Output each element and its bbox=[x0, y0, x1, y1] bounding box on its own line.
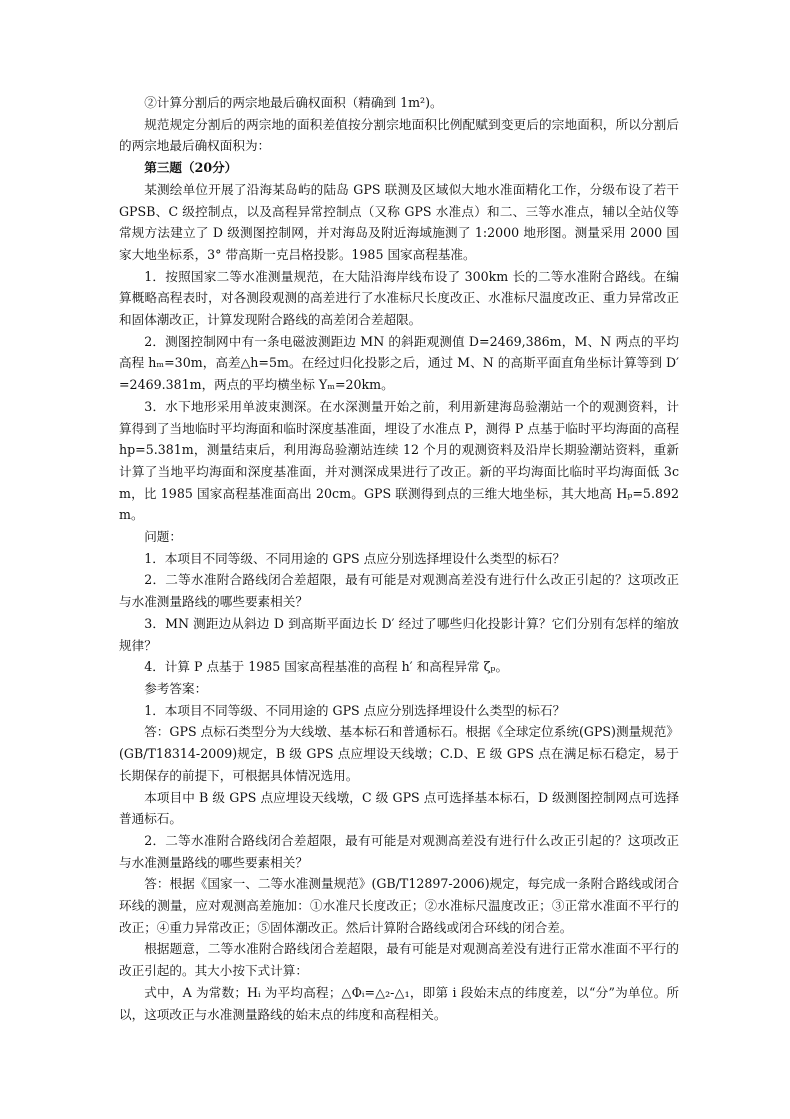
paragraph-condition-1: 1．按照国家二等水准测量规范，在大陆沿海岸线布设了 300km 长的二等水准附合路线。在编算概略高程表时，对各测段观测的高差进行了水准标尺长度改正、水准标尺温度改正、重力异常改正和固体潮改正，计算发现附合路线的高差闭合差超限。 bbox=[119, 268, 679, 328]
question-2: 2．二等水准附合路线闭合差超限，最有可能是对观测高差没有进行什么改正引起的？这项改正与水准测量路线的哪些要素相关？ bbox=[119, 572, 679, 610]
paragraph-condition-3: 3．水下地形采用单波束测深。在水深测量开始之前，利用新建海岛验潮站一个的观测资料，计算得到了当地临时平均海面和临时深度基准面，埋设了水准点 P，测得 P 点基于临时平均海面的高程 hp=5.381m，测量结束后，利用海岛验潮站连续 12 个月的观测资料及沿岸长期验潮站资料，重新计算了当地平均海面和深度基准面，并对测深成果进行了改正。新的平均海面比临时平均海面低 3cm，比 1985 国家高程基准面高出 20cm。GPS 联测得到点的三维大地坐标，其大地高 Hₚ=5.892m。 bbox=[119, 398, 679, 523]
paragraph-project-intro: 某测绘单位开展了沿海某岛屿的陆岛 GPS 联测及区域似大地水准面精化工作，分级布设了若干 GPSB、C 级控制点，以及高程异常控制点（又称 GPS 水准点）和二、三等水准点，辅以全站仪等常规方法建立了 D 级测图控制网，并对海岛及附近海域施测了 1:2000 地形图。测量采用 2000 国家大地坐标系，3° 带高斯一克吕格投影。1985 国家高程基准。 bbox=[119, 181, 679, 262]
document-body bbox=[119, 92, 679, 1025]
question-1: 1．本项目不同等级、不同用途的 GPS 点应分别选择埋设什么类型的标石？ bbox=[144, 550, 566, 566]
section-heading-question-3: 第三题（20分） bbox=[144, 160, 238, 176]
questions-heading: 问题： bbox=[144, 529, 182, 545]
question-4: 4．计算 P 点基于 1985 国家高程基准的高程 h′ 和高程异常 ζₚ。 bbox=[144, 659, 509, 675]
answer-1-conclusion: 本项目中 B 级 GPS 点应埋设天线墩，C 级 GPS 点可选择基本标石，D 级测图控制网点可选择普通标石。 bbox=[119, 789, 679, 827]
answer-1-text: 答：GPS 点标石类型分为大线墩、基本标石和普通标石。根据《全球定位系统(GPS)测量规范》(GB/T18314-2009)规定，B 级 GPS 点应埋设天线墩；C.D、E 级 GPS 点在满足标石稳定，易于长期保存的前提下，可根据具体情况选用。 bbox=[119, 724, 679, 783]
paragraph-area-calc-item: ②计算分割后的两宗地最后确权面积（精确到 1m²)。 bbox=[144, 95, 443, 110]
answer-1-question: 1．本项目不同等级、不同用途的 GPS 点应分别选择埋设什么类型的标石？ bbox=[144, 702, 566, 718]
answer-2-analysis: 根据题意，二等水准附合路线闭合差超限，最有可能是对观测高差没有进行正常水准面不平行的改正引起的。其大小按下式计算： bbox=[119, 941, 679, 979]
paragraph-condition-2: 2．测图控制网中有一条电磁波测距边 MN 的斜距观测值 D=2469,386m，M、N 两点的平均高程 hₘ=30m，高差△h=5m。在经过归化投影之后，通过 M、N 的高斯平面直角坐标计算等到 D′=2469.381m，两点的平均横坐标 Yₘ=20km。 bbox=[119, 333, 679, 393]
paragraph-area-rule: 规范规定分割后的两宗地的面积差值按分割宗地面积比例配赋到变更后的宗地面积，所以分割后的两宗地最后确权面积为： bbox=[119, 116, 679, 154]
answer-2-text: 答：根据《国家一、二等水准测量规范》(GB/T12897-2006)规定，每完成一条附合路线或闭合环线的测量，应对观测高差施加：①水准尺长度改正；②水准标尺温度改正；③正常水准面不平行的改正；④重力异常改正；⑤固体潮改正。然后计算附合路线或闭合环线的闭合差。 bbox=[119, 876, 679, 935]
answer-2-formula-note: 式中，A 为常数；Hᵢ 为平均高程；△Φᵢ=△₂-△₁，即第 i 段始末点的纬度差，以“分”为单位。所以，这项改正与水准测量路线的始末点的纬度和高程相关。 bbox=[119, 984, 679, 1022]
question-3: 3．MN 测距边从斜边 D 到高斯平面边长 D′ 经过了哪些归化投影计算？它们分别有怎样的缩放规律？ bbox=[119, 615, 679, 653]
answers-heading: 参考答案： bbox=[144, 680, 208, 696]
answer-2-question: 2．二等水准附合路线闭合差超限，最有可能是对观测高差没有进行什么改正引起的？这项改正与水准测量路线的哪些要素相关？ bbox=[119, 832, 679, 870]
